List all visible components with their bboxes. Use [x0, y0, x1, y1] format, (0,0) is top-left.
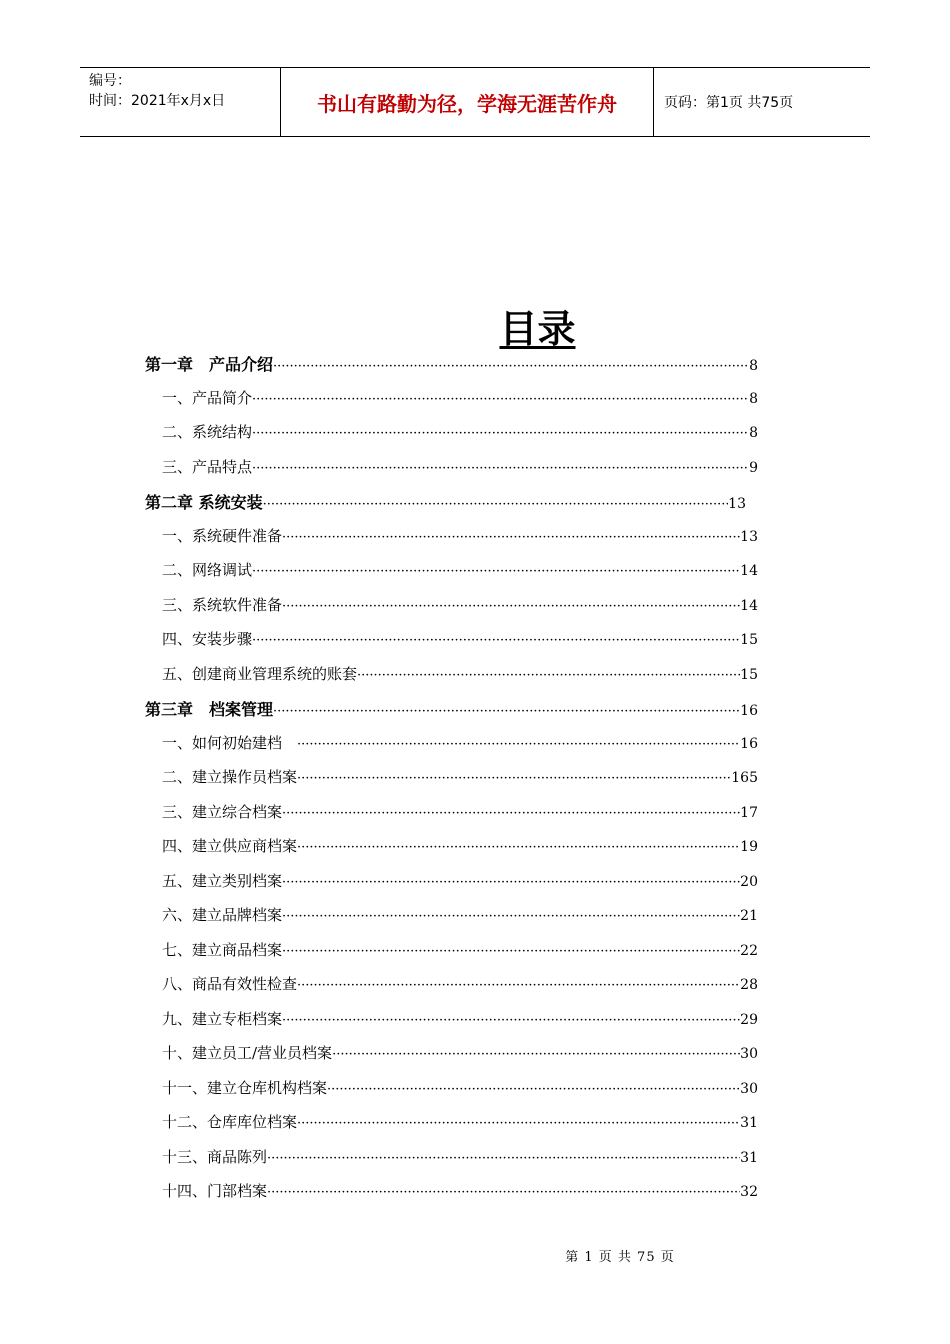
toc-entry-label: 二、建立操作员档案 [162, 768, 298, 786]
toc-leader-dots [297, 840, 740, 855]
toc-entry-label: 一、系统硬件准备 [162, 526, 283, 545]
toc-section-entry[interactable] [162, 904, 758, 928]
toc-leader-dots [282, 530, 740, 545]
header-motto: 书山有路勤为径，学海无涯苦作舟 [281, 68, 654, 136]
toc-leader-dots [297, 737, 740, 752]
toc-entry-label: 十四、门部档案 [162, 1182, 268, 1200]
toc-entry-label: 六、建立品牌档案 [162, 906, 283, 924]
toc-leader-dots [282, 875, 740, 890]
toc-chapter-entry[interactable] [145, 352, 758, 376]
toc-leader-dots [263, 497, 729, 512]
toc-entry-page: 19 [740, 839, 758, 855]
toc-section-entry[interactable] [162, 421, 758, 445]
toc-entry-page: 30 [740, 1046, 758, 1062]
toc-section-entry[interactable] [162, 1146, 758, 1170]
toc-leader-dots [282, 909, 740, 924]
toc-entry-page: 14 [740, 597, 758, 614]
toc-entry-page: 16 [740, 703, 758, 719]
toc-entry-label: 二、网络调试 [162, 561, 253, 579]
toc-entry-page: 14 [740, 563, 758, 579]
toc-section-entry[interactable] [162, 663, 758, 687]
toc-entry-page: 165 [731, 770, 758, 786]
toc-entry-label: 五、建立类别档案 [162, 871, 283, 890]
toc-leader-dots [282, 944, 740, 959]
toc-leader-dots [297, 978, 740, 993]
toc-leader-dots [252, 461, 749, 476]
toc-leader-dots [327, 1082, 740, 1097]
toc-entry-page: 29 [740, 1011, 758, 1028]
toc-entry-page: 8 [749, 390, 758, 407]
toc-section-entry[interactable] [162, 801, 758, 825]
toc-entry-label: 三、产品特点 [162, 457, 253, 476]
toc-leader-dots [252, 392, 749, 407]
time-label: 时间：2021年x月x日 [89, 93, 226, 109]
toc-section-entry[interactable] [162, 1077, 758, 1101]
toc-entry-page: 31 [740, 1149, 758, 1166]
toc-entry-label: 一、如何初始建档 [162, 733, 298, 752]
toc-entry-page: 22 [740, 942, 758, 959]
toc-section-entry[interactable] [162, 1042, 758, 1066]
toc-entry-page: 13 [740, 528, 758, 545]
toc-entry-page: 30 [740, 1080, 758, 1097]
toc-leader-dots [297, 771, 731, 786]
toc-section-entry[interactable] [162, 939, 758, 963]
toc-section-entry[interactable] [162, 1008, 758, 1032]
toc-section-entry[interactable] [162, 594, 758, 618]
toc-leader-dots [273, 359, 749, 374]
toc-section-entry[interactable] [162, 1111, 758, 1135]
toc-entry-page: 9 [749, 459, 758, 476]
toc-entry-page: 15 [740, 632, 758, 648]
toc-leader-dots [332, 1047, 740, 1062]
toc-entry-page: 21 [740, 908, 758, 924]
toc-entry-label: 十二、仓库库位档案 [162, 1113, 298, 1131]
toc-entry-page: 28 [740, 977, 758, 993]
toc-section-entry[interactable] [162, 766, 758, 790]
toc-leader-dots [252, 426, 749, 441]
toc-entry-page: 13 [728, 496, 746, 512]
toc-leader-dots [282, 599, 740, 614]
toc-entry-label: 八、商品有效性检查 [162, 975, 298, 993]
toc-leader-dots [357, 668, 740, 683]
toc-entry-label: 第二章 系统安装 [145, 493, 263, 512]
toc-entry-label: 二、系统结构 [162, 423, 253, 441]
toc-leader-dots [282, 1013, 740, 1028]
toc-leader-dots [267, 1151, 740, 1166]
toc-entry-label: 十一、建立仓库机构档案 [162, 1078, 328, 1097]
toc-section-entry[interactable] [162, 870, 758, 894]
toc-section-entry[interactable] [162, 387, 758, 411]
serial-label: 编号： [89, 73, 131, 89]
toc-entry-label: 四、安装步骤 [162, 630, 253, 648]
toc-entry-label: 一、产品简介 [162, 388, 253, 407]
toc-entry-page: 8 [749, 425, 758, 441]
toc-entry-page: 15 [740, 666, 758, 683]
toc-section-entry[interactable] [162, 525, 758, 549]
toc-chapter-entry[interactable] [145, 697, 758, 721]
page-footer: 第 1 页 共 75 页 [565, 1250, 675, 1265]
toc-leader-dots [267, 1185, 740, 1200]
toc-section-entry[interactable] [162, 973, 758, 997]
toc-section-entry[interactable] [162, 835, 758, 859]
toc-entry-label: 十、建立员工/营业员档案 [162, 1044, 333, 1062]
toc-entry-label: 三、建立综合档案 [162, 802, 283, 821]
header-page-info: 页码：第1页 共75页 [664, 95, 794, 111]
toc-leader-dots [273, 704, 740, 719]
toc-entry-label: 三、系统软件准备 [162, 595, 283, 614]
toc-section-entry[interactable] [162, 1180, 758, 1204]
header-meta [80, 68, 281, 136]
toc-leader-dots [297, 1116, 740, 1131]
toc-entry-page: 8 [749, 358, 758, 374]
toc-leader-dots [282, 806, 740, 821]
toc-entry-page: 20 [740, 873, 758, 890]
toc-entry-page: 31 [740, 1115, 758, 1131]
toc-entry-page: 16 [740, 735, 758, 752]
toc-entry-page: 17 [740, 804, 758, 821]
toc-chapter-entry[interactable] [145, 490, 746, 514]
toc-leader-dots [252, 564, 740, 579]
toc-entry-label: 第三章 档案管理 [145, 700, 274, 719]
toc-leader-dots [252, 633, 740, 648]
toc-entry-label: 第一章 产品介绍 [145, 355, 274, 374]
toc-entry-label: 七、建立商品档案 [162, 940, 283, 959]
toc-section-entry[interactable] [162, 732, 758, 756]
toc-entry-page: 32 [740, 1184, 758, 1200]
toc-entry-label: 九、建立专柜档案 [162, 1009, 283, 1028]
toc-section-entry[interactable] [162, 559, 758, 583]
toc-section-entry[interactable] [162, 628, 758, 652]
toc-entry-label: 五、创建商业管理系统的账套 [162, 664, 358, 683]
header-table [80, 67, 870, 137]
toc-section-entry[interactable] [162, 456, 758, 480]
toc-entry-label: 十三、商品陈列 [162, 1147, 268, 1166]
toc-entry-label: 四、建立供应商档案 [162, 837, 298, 855]
toc-title: 目录 [499, 307, 576, 351]
